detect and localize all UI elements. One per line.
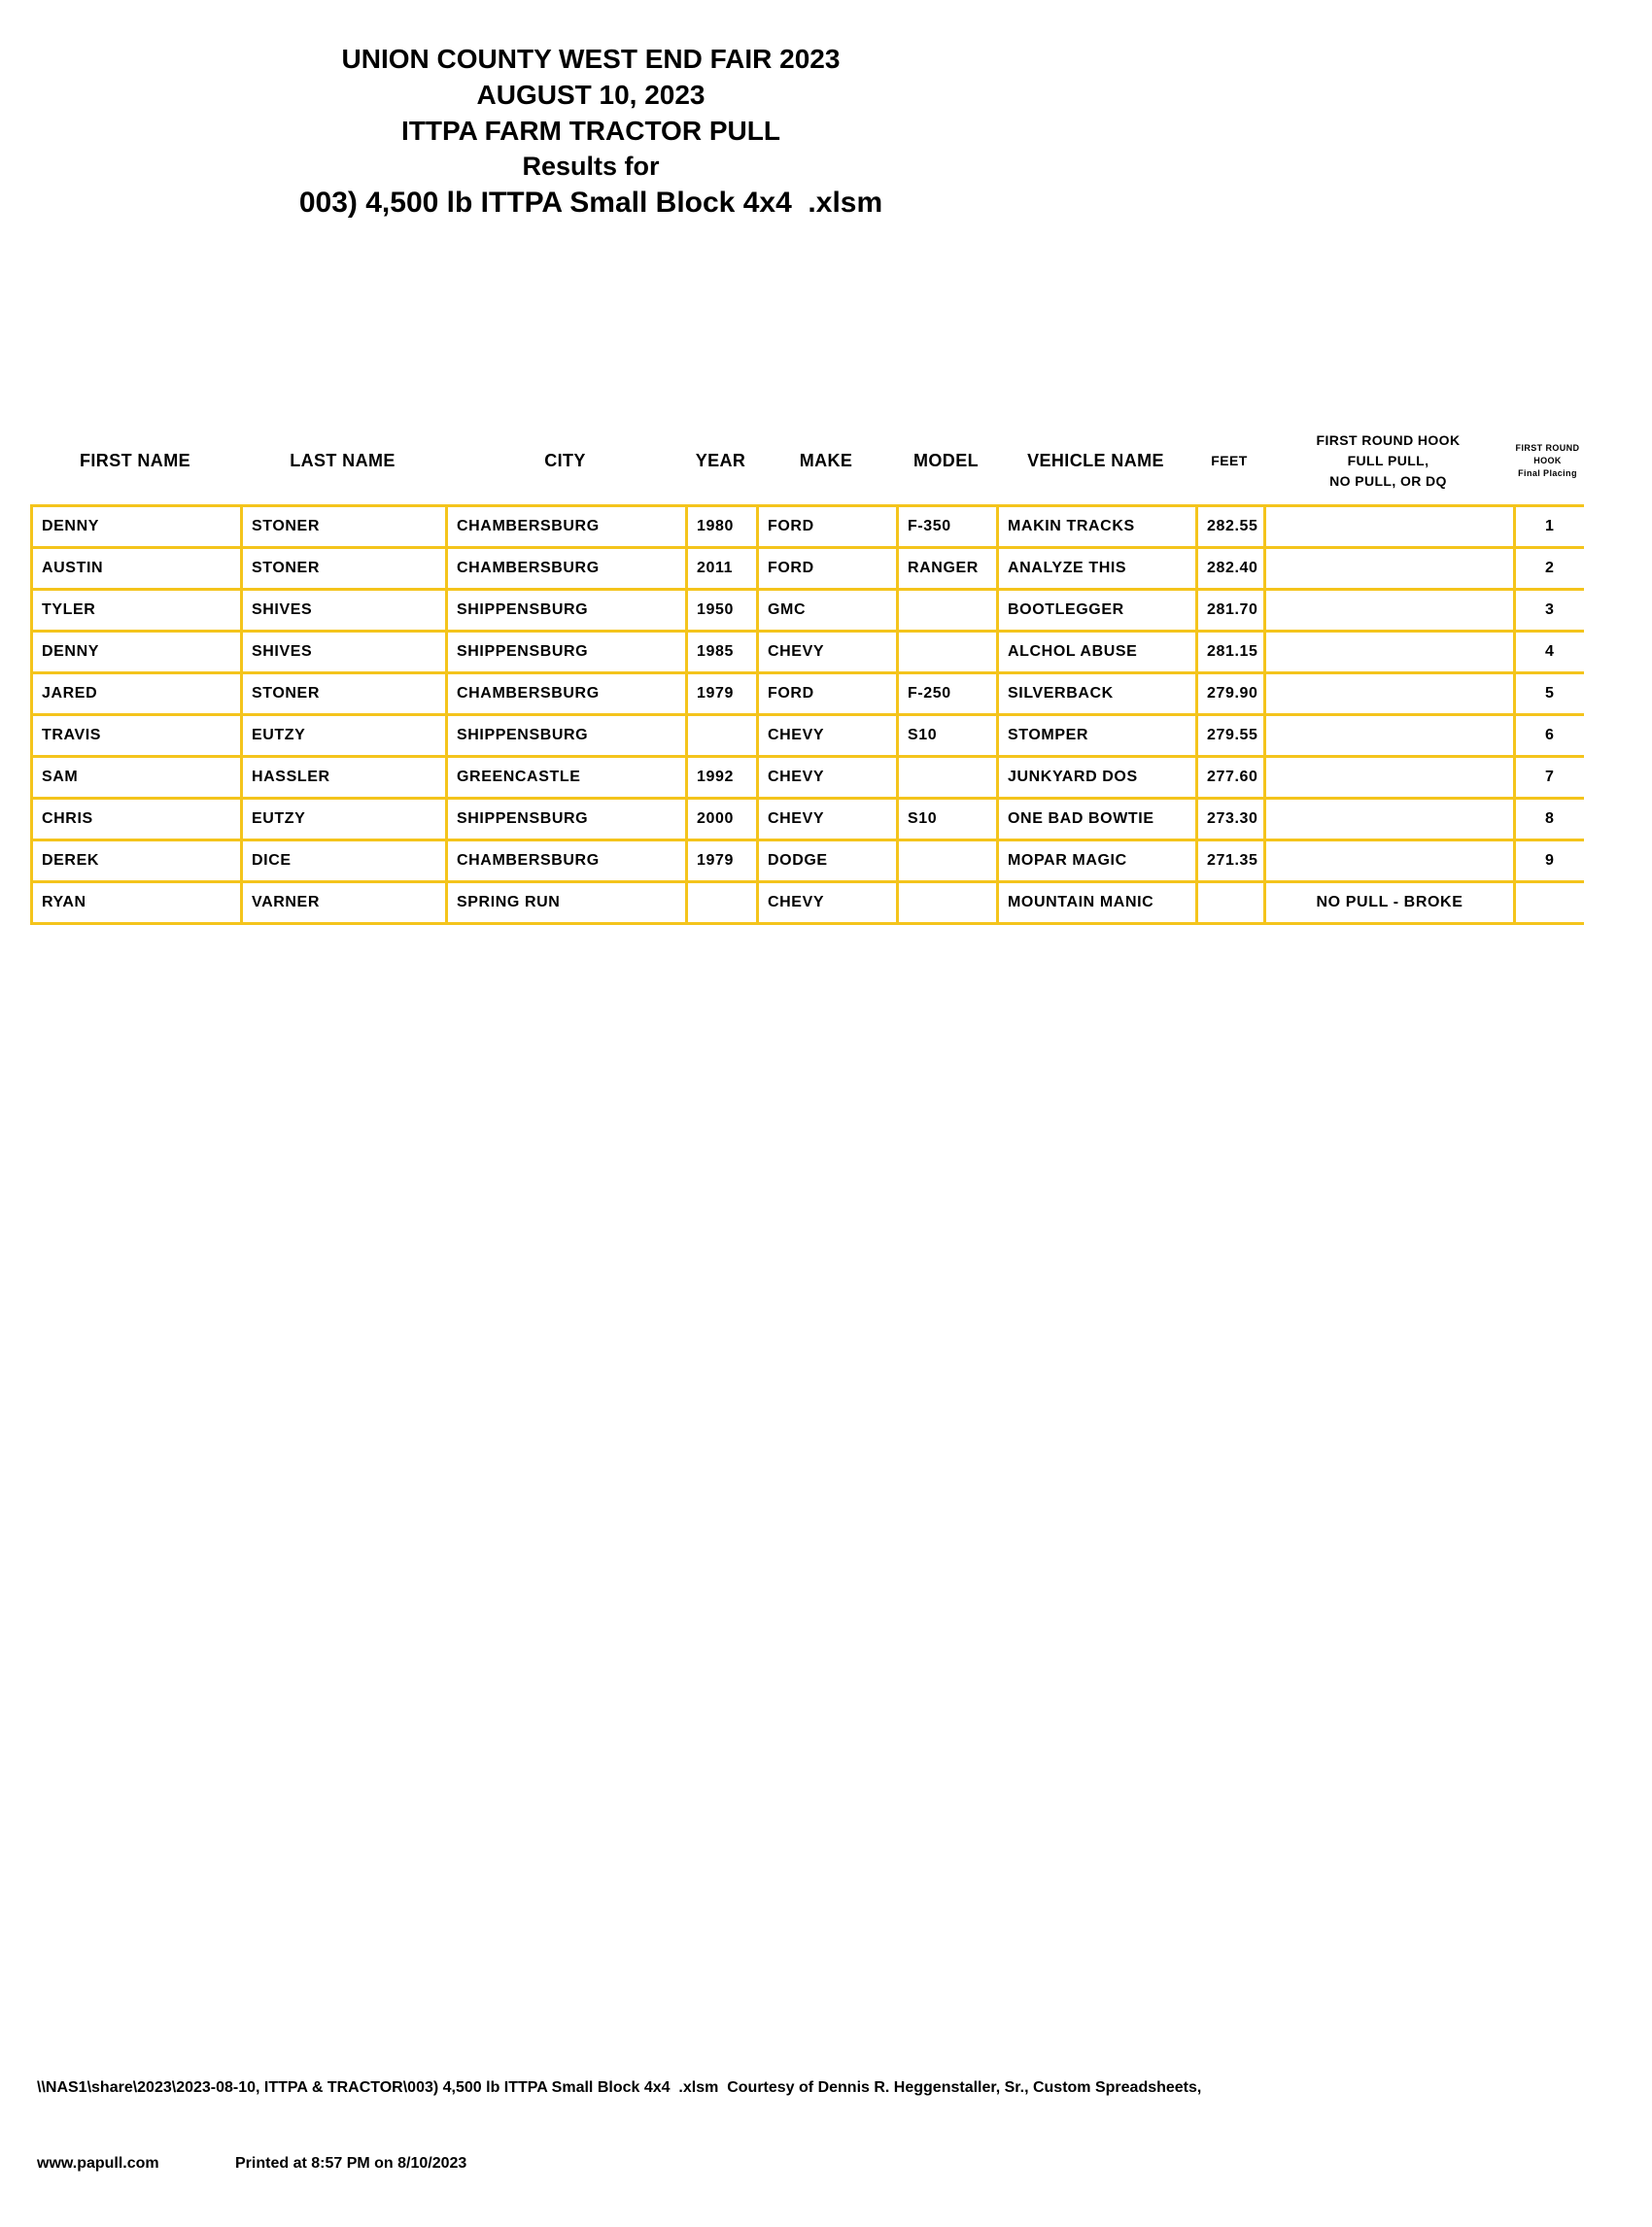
cell-year: 1979	[687, 673, 758, 715]
results-table	[30, 504, 1584, 925]
cell-model	[898, 590, 998, 632]
cell-feet: 279.90	[1197, 673, 1265, 715]
cell-year: 1980	[687, 506, 758, 548]
cell-last-name: EUTZY	[242, 799, 447, 840]
column-header-model: MODEL	[913, 450, 979, 470]
footer-printed-timestamp: Printed at 8:57 PM on 8/10/2023	[235, 2155, 467, 2172]
cell-model: RANGER	[898, 548, 998, 590]
cell-last-name: STONER	[242, 673, 447, 715]
cell-vehicle-name: ANALYZE THIS	[998, 548, 1197, 590]
table-row	[32, 548, 1584, 590]
cell-vehicle-name: ALCHOL ABUSE	[998, 632, 1197, 673]
cell-hook-result	[1265, 632, 1515, 673]
cell-vehicle-name: BOOTLEGGER	[998, 590, 1197, 632]
hook-header-line: NO PULL, OR DQ	[1329, 472, 1447, 489]
cell-first-name: DEREK	[32, 840, 242, 882]
cell-make: CHEVY	[758, 715, 898, 757]
cell-make: CHEVY	[758, 882, 898, 924]
cell-vehicle-name: JUNKYARD DOS	[998, 757, 1197, 799]
cell-final-placing	[1515, 882, 1584, 924]
cell-final-placing: 9	[1515, 840, 1584, 882]
cell-feet	[1197, 882, 1265, 924]
column-header-first-name: FIRST NAME	[80, 450, 190, 470]
column-header-hook-result	[1263, 430, 1513, 492]
table-row	[32, 799, 1584, 840]
cell-model: S10	[898, 799, 998, 840]
cell-first-name: CHRIS	[32, 799, 242, 840]
cell-feet: 281.15	[1197, 632, 1265, 673]
cell-vehicle-name: SILVERBACK	[998, 673, 1197, 715]
footer-file-path: \\NAS1\share\2023\2023-08-10, ITTPA & TRACTOR\003) 4,500 lb ITTPA Small Block 4x4 .xlsm Courtesy of Dennis R. Heggenstaller, Sr., Custom Spreadsheets,	[37, 2079, 1202, 2096]
footer-website: www.papull.com	[37, 2155, 159, 2172]
cell-final-placing: 7	[1515, 757, 1584, 799]
hook-header-line: FULL PULL,	[1347, 452, 1429, 468]
cell-last-name: STONER	[242, 506, 447, 548]
cell-year: 1985	[687, 632, 758, 673]
cell-year	[687, 715, 758, 757]
cell-model	[898, 632, 998, 673]
cell-feet: 279.55	[1197, 715, 1265, 757]
table-row	[32, 673, 1584, 715]
cell-final-placing: 1	[1515, 506, 1584, 548]
cell-final-placing: 3	[1515, 590, 1584, 632]
table-row	[32, 590, 1584, 632]
cell-last-name: SHIVES	[242, 590, 447, 632]
cell-feet: 271.35	[1197, 840, 1265, 882]
table-row	[32, 506, 1584, 548]
page-title-results: Results for	[522, 152, 660, 181]
footer-line2	[37, 2151, 1201, 2176]
cell-make: FORD	[758, 673, 898, 715]
cell-first-name: TYLER	[32, 590, 242, 632]
cell-first-name: AUSTIN	[32, 548, 242, 590]
cell-make: CHEVY	[758, 757, 898, 799]
cell-feet: 282.40	[1197, 548, 1265, 590]
column-header-last-name: LAST NAME	[290, 450, 396, 470]
cell-vehicle-name: ONE BAD BOWTIE	[998, 799, 1197, 840]
column-header-final-placing	[1513, 442, 1582, 480]
cell-hook-result	[1265, 757, 1515, 799]
table-row	[32, 882, 1584, 924]
cell-city: CHAMBERSBURG	[447, 506, 687, 548]
cell-city: SPRING RUN	[447, 882, 687, 924]
cell-first-name: DENNY	[32, 506, 242, 548]
cell-year: 1992	[687, 757, 758, 799]
cell-city: SHIPPENSBURG	[447, 590, 687, 632]
cell-year: 2000	[687, 799, 758, 840]
cell-vehicle-name: MOUNTAIN MANIC	[998, 882, 1197, 924]
cell-hook-result	[1265, 799, 1515, 840]
cell-feet: 282.55	[1197, 506, 1265, 548]
placing-header-line: Final Placing	[1518, 467, 1577, 478]
cell-final-placing: 6	[1515, 715, 1584, 757]
cell-model	[898, 840, 998, 882]
cell-hook-result	[1265, 840, 1515, 882]
cell-model: F-350	[898, 506, 998, 548]
cell-hook-result	[1265, 715, 1515, 757]
hook-header-line: FIRST ROUND HOOK	[1316, 431, 1461, 448]
cell-hook-result: NO PULL - BROKE	[1265, 882, 1515, 924]
placing-header-line: FIRST ROUND	[1515, 442, 1580, 453]
column-header-feet: FEET	[1211, 453, 1248, 468]
cell-feet: 273.30	[1197, 799, 1265, 840]
page-title-class: 003) 4,500 lb ITTPA Small Block 4x4 .xlsm	[298, 187, 883, 219]
cell-last-name: SHIVES	[242, 632, 447, 673]
column-header-make: MAKE	[799, 450, 853, 470]
cell-model	[898, 757, 998, 799]
cell-first-name: DENNY	[32, 632, 242, 673]
table-header-row	[30, 424, 1582, 497]
cell-feet: 281.70	[1197, 590, 1265, 632]
cell-hook-result	[1265, 548, 1515, 590]
page-title-date: AUGUST 10, 2023	[476, 80, 706, 110]
column-header-city: CITY	[544, 450, 586, 470]
cell-city: CHAMBERSBURG	[447, 548, 687, 590]
cell-year: 1979	[687, 840, 758, 882]
cell-last-name: STONER	[242, 548, 447, 590]
cell-city: CHAMBERSBURG	[447, 840, 687, 882]
cell-last-name: HASSLER	[242, 757, 447, 799]
table-row	[32, 840, 1584, 882]
page-title-event: ITTPA FARM TRACTOR PULL	[401, 116, 780, 146]
cell-first-name: RYAN	[32, 882, 242, 924]
placing-header-line: HOOK	[1533, 455, 1562, 465]
table-row	[32, 757, 1584, 799]
cell-model: F-250	[898, 673, 998, 715]
cell-hook-result	[1265, 590, 1515, 632]
cell-final-placing: 8	[1515, 799, 1584, 840]
cell-first-name: JARED	[32, 673, 242, 715]
cell-make: GMC	[758, 590, 898, 632]
cell-last-name: EUTZY	[242, 715, 447, 757]
cell-hook-result	[1265, 506, 1515, 548]
table-row	[32, 715, 1584, 757]
cell-final-placing: 5	[1515, 673, 1584, 715]
column-header-year: YEAR	[695, 450, 746, 470]
footer	[37, 2025, 1201, 2227]
cell-city: SHIPPENSBURG	[447, 715, 687, 757]
table-row	[32, 632, 1584, 673]
cell-final-placing: 2	[1515, 548, 1584, 590]
cell-city: CHAMBERSBURG	[447, 673, 687, 715]
cell-vehicle-name: STOMPER	[998, 715, 1197, 757]
cell-final-placing: 4	[1515, 632, 1584, 673]
column-header-vehicle-name: VEHICLE NAME	[1027, 450, 1164, 470]
cell-feet: 277.60	[1197, 757, 1265, 799]
cell-year	[687, 882, 758, 924]
cell-model	[898, 882, 998, 924]
cell-vehicle-name: MOPAR MAGIC	[998, 840, 1197, 882]
cell-year: 2011	[687, 548, 758, 590]
cell-make: FORD	[758, 506, 898, 548]
cell-make: CHEVY	[758, 799, 898, 840]
cell-city: GREENCASTLE	[447, 757, 687, 799]
cell-vehicle-name: MAKIN TRACKS	[998, 506, 1197, 548]
cell-last-name: VARNER	[242, 882, 447, 924]
cell-city: SHIPPENSBURG	[447, 799, 687, 840]
page-title-fair: UNION COUNTY WEST END FAIR 2023	[341, 44, 841, 74]
cell-model: S10	[898, 715, 998, 757]
cell-hook-result	[1265, 673, 1515, 715]
cell-first-name: TRAVIS	[32, 715, 242, 757]
cell-year: 1950	[687, 590, 758, 632]
cell-make: FORD	[758, 548, 898, 590]
cell-make: DODGE	[758, 840, 898, 882]
cell-last-name: DICE	[242, 840, 447, 882]
cell-make: CHEVY	[758, 632, 898, 673]
title-block	[0, 41, 1182, 221]
cell-city: SHIPPENSBURG	[447, 632, 687, 673]
cell-first-name: SAM	[32, 757, 242, 799]
